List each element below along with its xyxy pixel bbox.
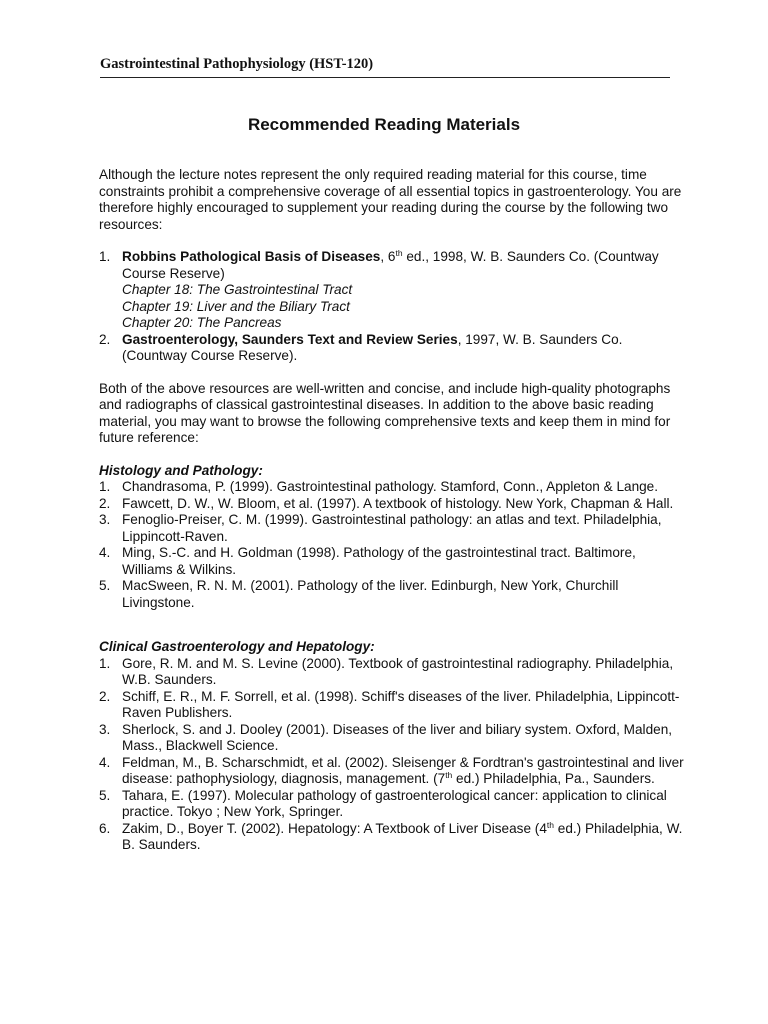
- list-number: 1.: [99, 249, 111, 264]
- resource-title: Gastroenterology, Saunders Text and Review Series: [122, 331, 458, 347]
- reference-text-end: ed.) Philadelphia, W. B. Saunders.: [122, 820, 683, 852]
- edition-superscript: th: [395, 248, 403, 258]
- list-number: 2.: [99, 495, 111, 511]
- edition-superscript: th: [445, 770, 453, 780]
- edition-superscript: th: [546, 819, 554, 830]
- reference-text: Sherlock, S. and J. Dooley (2001). Diseases of the liver and biliary system. Oxford, Malden, Mass., Blackwell Science.: [122, 721, 673, 753]
- reference-item: [99, 578, 689, 611]
- reference-item: [99, 722, 689, 755]
- list-number: 5.: [99, 787, 111, 803]
- list-number: 1.: [99, 479, 111, 494]
- reference-text: Schiff, E. R., M. F. Sorrell, et al. (1998). Schiff's diseases of the liver. Philadelphia, Lippincott-Raven Publishers.: [122, 688, 680, 720]
- reference-item: [99, 656, 689, 689]
- histology-heading: Histology and Pathology:: [99, 462, 263, 478]
- reference-text: Fenoglio-Preiser, C. M. (1999). Gastrointestinal pathology: an atlas and text. Philadelphia, Lippincott-Raven.: [122, 512, 662, 544]
- list-number: 1.: [99, 655, 111, 671]
- document-body: [99, 167, 689, 854]
- reference-text: Feldman, M., B. Scharschmidt, et al. (2002). Sleisenger & Fordtran's gastrointestinal and liver disease: pathophysiology, diagnosis, management. (7: [122, 754, 684, 786]
- resource-details: ed., 1998, W. B. Saunders Co. (Countway Course Reserve): [122, 249, 659, 281]
- clinical-heading: Clinical Gastroenterology and Hepatology:: [99, 639, 375, 654]
- reference-text: Gore, R. M. and M. S. Levine (2000). Textbook of gastrointestinal radiography. Philadelphia, W.B. Saunders.: [122, 655, 674, 687]
- chapter-line: Chapter 19: Liver and the Biliary Tract: [122, 298, 350, 314]
- histology-list: [99, 479, 689, 611]
- reference-item: [99, 689, 689, 722]
- reference-item: [99, 788, 689, 821]
- list-number: 3.: [99, 721, 111, 737]
- reference-text-end: ed.) Philadelphia, Pa., Saunders.: [452, 771, 655, 786]
- reference-text: Chandrasoma, P. (1999). Gastrointestinal pathology. Stamford, Conn., Appleton & Lange.: [122, 479, 659, 494]
- chapter-line: Chapter 20: The Pancreas: [122, 315, 282, 330]
- list-number: 5.: [99, 578, 111, 593]
- resource-title: Robbins Pathological Basis of Diseases: [122, 249, 381, 264]
- reference-item: [99, 512, 689, 545]
- reference-item: [99, 479, 689, 496]
- reference-text: MacSween, R. N. M. (2001). Pathology of the liver. Edinburgh, New York, Churchill Livingstone.: [122, 578, 619, 610]
- page-title: Recommended Reading Materials: [247, 115, 521, 134]
- supplementary-paragraph: Both of the above resources are well-written and concise, and include high-quality photographs and radiographs of classical gastrointestinal diseases. In addition to the above basic reading material, you may want to browse the following comprehensive texts and keep them in mind for future reference:: [99, 380, 671, 445]
- reference-text: Zakim, D., Boyer T. (2002). Hepatology: A Textbook of Liver Disease (4: [122, 820, 547, 836]
- reference-item: [99, 496, 689, 513]
- reference-text: Ming, S.-C. and H. Goldman (1998). Pathology of the gastrointestinal tract. Baltimore, Williams & Wilkins.: [122, 545, 636, 577]
- course-header: Gastrointestinal Pathophysiology (HST-120): [100, 55, 670, 78]
- list-number: 6.: [99, 820, 111, 836]
- reference-item: [99, 821, 689, 854]
- resource-edition: , 6: [380, 249, 396, 264]
- reference-text: Tahara, E. (1997). Molecular pathology of gastroenterological cancer: application to clinical practice. Tokyo ; New York, Springer.: [122, 787, 667, 819]
- reference-item: [99, 755, 689, 788]
- list-number: 4.: [99, 754, 111, 770]
- reference-item: [99, 545, 689, 578]
- list-number: 4.: [99, 545, 111, 560]
- list-number: 2.: [99, 688, 111, 704]
- chapter-line: Chapter 18: The Gastrointestinal Tract: [122, 282, 353, 297]
- resource-item: [99, 249, 689, 332]
- clinical-list: [99, 656, 689, 854]
- required-resources-list: [99, 249, 689, 365]
- reference-text: Fawcett, D. W., W. Bloom, et al. (1997). A textbook of histology. New York, Chapman & Hall.: [122, 495, 674, 511]
- resource-details: , 1997, W. B. Saunders Co. (Countway Course Reserve).: [122, 331, 623, 363]
- list-number: 2.: [99, 331, 111, 347]
- intro-paragraph: Although the lecture notes represent the only required reading material for this course, time constraints prohibit a comprehensive coverage of all essential topics in gastroenterology. You are therefore highly encouraged to supplement your reading during the course by the following two resources:: [99, 167, 682, 232]
- resource-item: [99, 332, 689, 365]
- list-number: 3.: [99, 512, 111, 527]
